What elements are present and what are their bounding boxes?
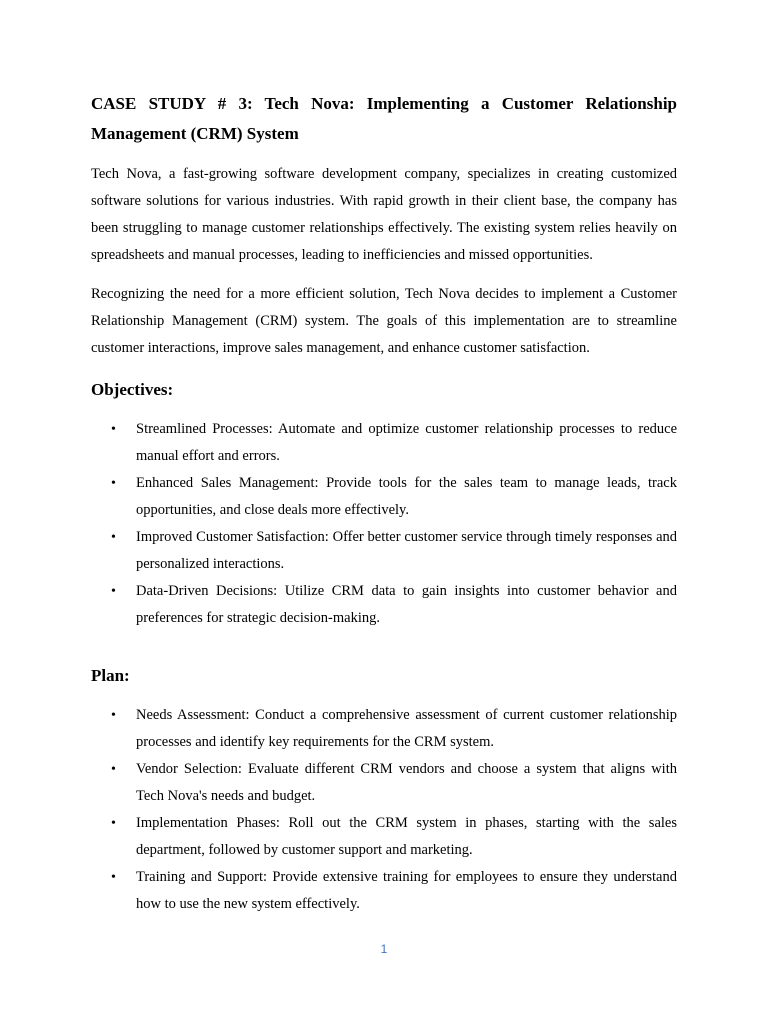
objectives-heading: Objectives: [91,380,174,399]
bullet-icon: • [111,708,116,723]
plan-list-item [91,810,677,864]
objectives-list-item [91,524,677,578]
document-body [91,89,677,918]
objective-text: Data-Driven Decisions: Utilize CRM data to gain insights into customer behavior and preferences for strategic decision-making. [136,583,677,626]
bullet-icon: • [111,422,116,437]
plan-heading: Plan: [91,666,130,685]
bullet-icon: • [111,762,116,777]
plan-text: Training and Support: Provide extensive training for employees to ensure they understand how to use the new system effectively. [136,869,677,912]
plan-list [91,702,677,918]
plan-text: Vendor Selection: Evaluate different CRM vendors and choose a system that aligns with Tech Nova's needs and budget. [136,761,677,804]
bullet-icon: • [111,476,116,491]
intro-paragraph: Tech Nova, a fast-growing software development company, specializes in creating customized software solutions for various industries. With rapid growth in their client base, the company has been struggling to manage customer relationships effectively. The existing system relies heavily on spreadsheets and manual processes, leading to inefficiencies and missed opportunities. [91,166,677,263]
objective-text: Improved Customer Satisfaction: Offer better customer service through timely responses and personalized interactions. [136,529,677,572]
case-study-title: CASE STUDY # 3: Tech Nova: Implementing a Customer Relationship Management (CRM) System [91,94,677,143]
plan-text: Needs Assessment: Conduct a comprehensive assessment of current customer relationship processes and identify key requirements for the CRM system. [136,707,677,750]
bullet-icon: • [111,870,116,885]
objective-text: Streamlined Processes: Automate and optimize customer relationship processes to reduce manual effort and errors. [136,421,677,464]
objectives-list-item [91,416,677,470]
objectives-list [91,416,677,632]
bullet-icon: • [111,584,116,599]
spacer [91,632,677,648]
bullet-icon: • [111,530,116,545]
plan-list-item [91,702,677,756]
page-number: 1 [380,942,388,956]
objectives-list-item [91,578,677,632]
objectives-list-item [91,470,677,524]
objective-text: Enhanced Sales Management: Provide tools for the sales team to manage leads, track opportunities, and close deals more effectively. [136,475,677,518]
plan-list-item [91,756,677,810]
plan-list-item [91,864,677,918]
goals-paragraph: Recognizing the need for a more efficient solution, Tech Nova decides to implement a Customer Relationship Management (CRM) system. The goals of this implementation are to streamline customer interactions, improve sales management, and enhance customer satisfaction. [91,286,677,356]
plan-text: Implementation Phases: Roll out the CRM system in phases, starting with the sales department, followed by customer support and marketing. [136,815,677,858]
bullet-icon: • [111,816,116,831]
